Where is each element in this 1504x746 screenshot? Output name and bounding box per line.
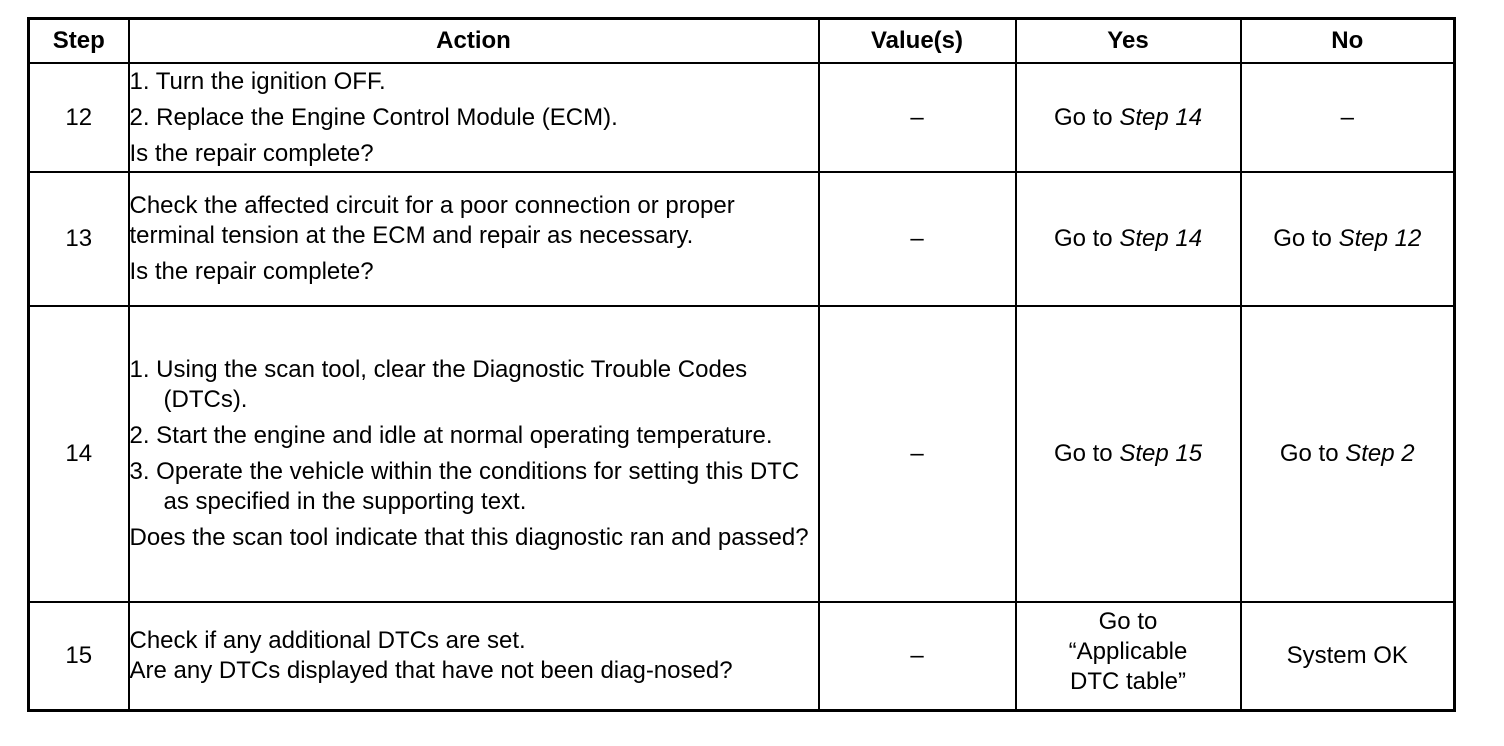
- table-row: [29, 172, 1455, 306]
- action-line: 3. Operate the vehicle within the conditions for setting this DTC as specified in the supporting text.: [129, 458, 800, 515]
- no-cell: System OK: [1241, 602, 1455, 711]
- action-line: 1. Turn the ignition OFF.: [129, 67, 386, 95]
- action-line: 2. Start the engine and idle at normal operating temperature.: [129, 422, 773, 449]
- yes-prefix: Go to: [1053, 440, 1120, 467]
- header-yes: Yes: [1016, 19, 1241, 64]
- action-line: 1. Using the scan tool, clear the Diagnostic Trouble Codes (DTCs).: [129, 356, 748, 413]
- header-values: Value(s): [819, 19, 1016, 64]
- table-row: [29, 63, 1455, 172]
- action-question: Is the repair complete?: [129, 258, 374, 285]
- action-cell: [129, 602, 819, 711]
- header-action: Action: [129, 19, 819, 64]
- yes-line: “Applicable: [1068, 638, 1188, 665]
- action-cell: [129, 306, 819, 602]
- header-no: No: [1241, 19, 1455, 64]
- action-cell: [129, 172, 819, 306]
- table-row: [29, 306, 1455, 602]
- yes-cell: [1016, 602, 1241, 711]
- no-step-ref: Step 2: [1345, 440, 1415, 467]
- step-number: 12: [29, 63, 129, 172]
- value-cell: –: [819, 172, 1016, 306]
- diagnostic-table: [27, 17, 1456, 712]
- action-cell: [129, 63, 819, 172]
- action-question: Does the scan tool indicate that this diagnostic ran and passed?: [129, 524, 809, 551]
- action-line: 2. Replace the Engine Control Module (ECM).: [129, 103, 618, 131]
- yes-cell: [1016, 172, 1241, 306]
- header-step: Step: [29, 19, 129, 64]
- yes-cell: [1016, 63, 1241, 172]
- yes-prefix: Go to: [1053, 103, 1120, 131]
- yes-step-ref: Step 14: [1119, 103, 1203, 131]
- value-cell: –: [819, 602, 1016, 711]
- yes-step-ref: Step 14: [1119, 225, 1203, 252]
- yes-line: DTC table”: [1069, 668, 1187, 695]
- action-line: Check if any additional DTCs are set.: [129, 627, 526, 654]
- yes-prefix: Go to: [1053, 225, 1120, 252]
- no-cell: –: [1241, 63, 1455, 172]
- yes-line: Go to: [1098, 608, 1158, 635]
- no-step-ref: Step 12: [1338, 225, 1422, 252]
- no-prefix: Go to: [1279, 440, 1346, 467]
- step-number: 15: [29, 602, 129, 711]
- step-number: 13: [29, 172, 129, 306]
- yes-step-ref: Step 15: [1119, 440, 1203, 467]
- no-cell: [1241, 306, 1455, 602]
- value-cell: –: [819, 63, 1016, 172]
- step-number: 14: [29, 306, 129, 602]
- no-cell: [1241, 172, 1455, 306]
- yes-cell: [1016, 306, 1241, 602]
- value-cell: –: [819, 306, 1016, 602]
- action-question: Are any DTCs displayed that have not been diag-nosed?: [129, 657, 733, 684]
- action-line: Check the affected circuit for a poor connection or proper terminal tension at the ECM and repair as necessary.: [129, 192, 735, 249]
- no-prefix: Go to: [1273, 225, 1339, 252]
- header-row: [29, 19, 1455, 64]
- table-row: [29, 602, 1455, 711]
- action-question: Is the repair complete?: [129, 139, 374, 167]
